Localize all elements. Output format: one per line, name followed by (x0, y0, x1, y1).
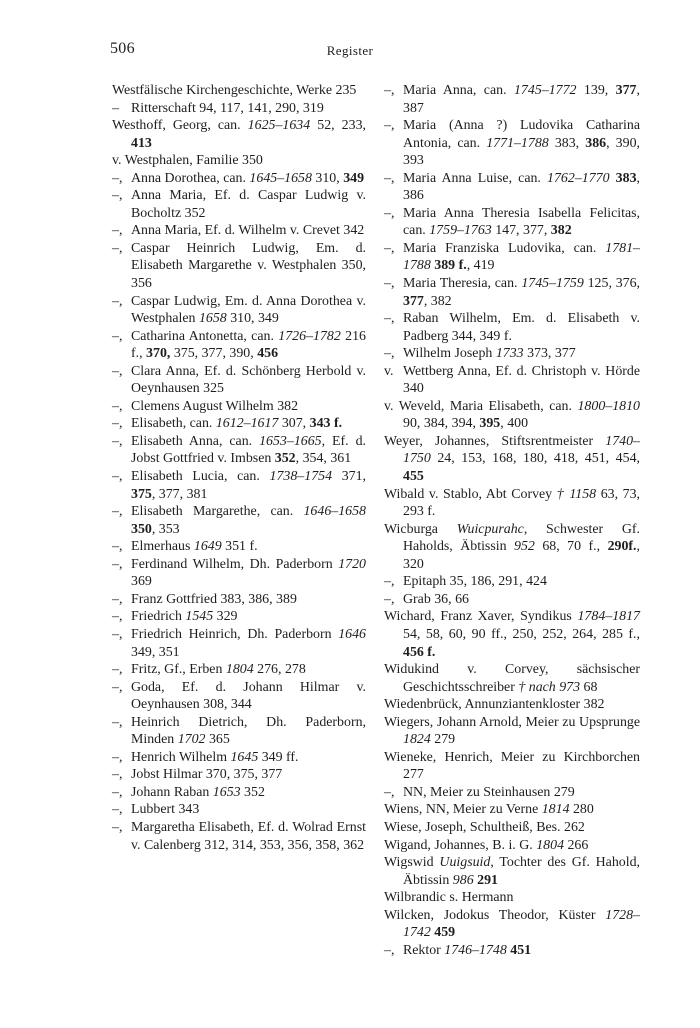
entry-continuation-mark: –, (384, 118, 395, 134)
italic-date-or-term: 1726–1782 (278, 328, 341, 344)
index-entry (112, 117, 366, 152)
entry-text: 383, (548, 135, 586, 151)
main-reference-page: 395 (479, 416, 501, 432)
entry-text: Epitaph 35, 186, 291, 424 (403, 574, 547, 590)
entry-text: 68 (580, 679, 598, 695)
entry-text: 307, (278, 416, 310, 432)
entry-continuation-mark: –, (112, 749, 123, 765)
entry-text: , Tochter des Gf. Hahold, Äbtissin (403, 855, 640, 888)
entry-text: Wiedenbrück, Annunziantenkloster 382 (384, 697, 605, 713)
italic-date-or-term: 1645–1658 (249, 170, 312, 186)
entry-text: Wilhelm Joseph (403, 346, 496, 362)
entry-text: 371, (332, 469, 366, 485)
index-entry (112, 187, 366, 222)
entry-continuation-mark: –, (112, 662, 123, 678)
italic-date-or-term: 1745–1759 (521, 276, 584, 292)
entry-text: 24, 153, 168, 180, 418, 451, 454, (430, 451, 640, 467)
main-reference-page: 352 (274, 451, 296, 467)
index-entry (384, 889, 640, 907)
index-entry (384, 784, 640, 802)
index-entry (384, 345, 640, 363)
entry-text: Clemens August Wilhelm 382 (131, 398, 299, 414)
index-entry (112, 468, 366, 503)
italic-date-or-term: 1645 (230, 749, 259, 765)
entry-continuation-mark: –, (384, 574, 395, 590)
entry-text: 329 (213, 609, 238, 625)
entry-text: Elisabeth Margarethe, can. (131, 504, 304, 520)
entry-text: 52, 233, (310, 118, 366, 134)
entry-text: Friedrich Heinrich, Dh. Paderborn (131, 626, 339, 642)
entry-text: Margaretha Elisabeth, Ef. d. Wolrad Ernst v. Calenberg 312, 314, 353, 356, 358, 362 (131, 819, 366, 853)
entry-text: 349 ff. (258, 749, 299, 765)
entry-text: 349, 351 (131, 644, 180, 660)
entry-text: NN, Meier zu Steinhausen 279 (403, 784, 575, 800)
index-entry (384, 801, 640, 819)
index-entry (384, 275, 640, 310)
entry-text: , Ef. d. Jobst Gottfried v. Imbsen (131, 433, 366, 467)
index-entry (384, 240, 640, 275)
entry-text: Wichard, Franz Xaver, Syndikus (384, 609, 578, 625)
entry-text: Franz Gottfried 383, 386, 389 (131, 591, 297, 607)
index-entry (384, 363, 640, 398)
italic-date-or-term: 1545 (185, 609, 214, 625)
entry-text: 279 (430, 732, 456, 748)
entry-continuation-mark: –, (112, 802, 123, 818)
entry-text: 310, 349 (226, 311, 279, 327)
entry-continuation-mark: –, (384, 942, 395, 958)
index-entry (384, 170, 640, 205)
entry-continuation-mark: –, (112, 714, 123, 730)
entry-text: Maria Theresia, can. (403, 276, 522, 292)
index-entry (112, 766, 366, 784)
index-entry (112, 152, 366, 170)
italic-date-or-term: 1804 (225, 662, 254, 678)
main-reference-page: 382 (550, 223, 572, 239)
entry-text: Wiese, Joseph, Schultheiß, Bes. 262 (384, 819, 585, 835)
entry-text: Lubbert 343 (131, 802, 200, 818)
entry-text: 310, (311, 170, 344, 186)
main-reference-page: 350 (131, 521, 152, 537)
main-reference-page: 290f. (607, 539, 637, 555)
index-entry (112, 82, 366, 100)
entry-text: Elisabeth, can. (131, 416, 216, 432)
main-reference-page: 386 (585, 135, 607, 151)
main-reference-page: 389 f. (434, 258, 467, 274)
index-entry (384, 591, 640, 609)
entry-continuation-mark: –, (112, 433, 123, 449)
entry-continuation-mark: –, (112, 328, 123, 344)
index-entry (112, 433, 366, 468)
entry-text: , 354, 361 (295, 451, 352, 467)
entry-continuation-mark: –, (112, 539, 123, 555)
main-reference-page: 383 (615, 170, 637, 186)
entry-continuation-mark: –, (384, 311, 395, 327)
italic-date-or-term: 1653–1665 (259, 433, 322, 449)
index-entry (384, 942, 640, 960)
italic-date-or-term: 1740–1750 (403, 433, 640, 467)
entry-text: , 377, 381 (151, 486, 208, 502)
entry-text: , Schwester Gf. Haholds, Äbtissin (403, 521, 641, 555)
italic-date-or-term: 952 (514, 539, 535, 555)
index-entry (112, 819, 366, 854)
index-entry (112, 100, 366, 118)
index-entry (112, 626, 366, 661)
italic-date-or-term: 1771–1788 (486, 135, 549, 151)
index-entry (384, 819, 640, 837)
entry-text: Westhoff, Georg, can. (112, 118, 248, 134)
italic-date-or-term: 1649 (193, 539, 222, 555)
entry-continuation-mark: –, (112, 469, 123, 485)
index-entry (384, 205, 640, 240)
italic-date-or-term: Wuicpurahc (456, 521, 524, 537)
main-reference-page: 413 (131, 135, 152, 151)
main-reference-page: 349 (343, 170, 365, 186)
italic-date-or-term: 1824 (403, 732, 431, 748)
entry-text: Maria Anna Luise, can. (403, 170, 548, 186)
index-entry (112, 591, 366, 609)
entry-continuation-mark: –, (112, 504, 123, 520)
entry-continuation-mark: – (112, 100, 119, 116)
index-entry (112, 415, 366, 433)
entry-text: Maria (Anna ?) Ludovika Catharina Antonia, can. (403, 118, 640, 151)
index-entry (112, 661, 366, 679)
entry-continuation-mark: –, (112, 679, 123, 695)
entry-text: Johann Raban (131, 784, 213, 800)
entry-text: Ritterschaft 94, 117, 141, 290, 319 (131, 100, 324, 116)
index-entry (384, 433, 640, 486)
index-entry (112, 801, 366, 819)
entry-text: Weyer, Johannes, Stiftsrentmeister (384, 433, 606, 449)
italic-date-or-term: 1784–1817 (577, 609, 640, 625)
entry-text: Maria Anna Theresia Isabella Felicitas, can. (403, 205, 640, 239)
entry-text: Maria Franziska Ludovika, can. (403, 240, 606, 256)
entry-text: 63, 73, 293 f. (403, 486, 641, 520)
index-entry (112, 293, 366, 328)
index-entry (384, 573, 640, 591)
italic-date-or-term: 1646 (338, 626, 366, 642)
italic-date-or-term: 1653 (212, 784, 241, 800)
main-reference-page: 456 f. (403, 644, 436, 660)
entry-continuation-mark: –, (112, 188, 123, 204)
main-reference-page: 370, (146, 346, 171, 362)
entry-text: Caspar Heinrich Ludwig, Em. d. Elisabeth Margarethe v. Westphalen 350, 356 (131, 240, 366, 292)
entry-text: Fritz, Gf., Erben (131, 662, 226, 678)
entry-text: , 419 (466, 258, 495, 274)
entry-text: Catharina Antonetta, can. (131, 328, 279, 344)
index-entry (112, 784, 366, 802)
entry-continuation-mark: –, (112, 398, 123, 414)
index-entry (384, 82, 640, 117)
entry-text: Wilcken, Jodokus Theodor, Küster (384, 907, 606, 923)
main-reference-page: 343 f. (309, 416, 343, 432)
italic-date-or-term: 1720 (338, 556, 366, 572)
entry-text: Friedrich (131, 609, 186, 625)
italic-date-or-term: 1738–1754 (269, 469, 333, 485)
entry-text: , 320 (403, 539, 641, 572)
italic-date-or-term: † 1158 (556, 486, 597, 502)
entry-text: Anna Maria, Ef. d. Caspar Ludwig v. Bocholtz 352 (131, 188, 366, 221)
entry-continuation-mark: –, (112, 767, 123, 783)
entry-text: 373, 377 (523, 346, 576, 362)
italic-date-or-term: 1625–1634 (247, 118, 311, 134)
entry-text: Rektor (403, 942, 445, 958)
italic-date-or-term: 1646–1658 (303, 504, 366, 520)
entry-text: 216 f., (131, 328, 366, 362)
entry-continuation-mark: –, (112, 223, 123, 239)
index-column-left (112, 82, 366, 854)
index-entry (384, 749, 640, 784)
entry-continuation-mark: v. (384, 363, 394, 379)
entry-text: Henrich Wilhelm (131, 749, 231, 765)
italic-date-or-term: 1800–1810 (577, 398, 640, 414)
index-entry (112, 714, 366, 749)
index-entry (112, 240, 366, 293)
entry-continuation-mark: –, (384, 83, 395, 98)
entry-continuation-mark: –, (112, 240, 123, 256)
entry-text: , 382 (423, 293, 452, 309)
entry-continuation-mark: –, (384, 591, 395, 607)
entry-continuation-mark: –, (384, 276, 395, 292)
index-entry (112, 363, 366, 398)
entry-text: 54, 58, 60, 90 ff., 250, 252, 264, 285 f., (403, 626, 640, 642)
italic-date-or-term: † nach 973 (518, 679, 581, 695)
entry-text: Elmerhaus (131, 539, 194, 555)
entry-continuation-mark: –, (112, 556, 123, 572)
entry-continuation-mark: –, (384, 240, 395, 256)
entry-continuation-mark: –, (112, 591, 123, 607)
entry-text: , 353 (151, 521, 180, 537)
entry-text: Grab 36, 66 (403, 591, 469, 607)
italic-date-or-term: 1746–1748 (444, 942, 507, 958)
index-entry (112, 679, 366, 714)
main-reference-page: 456 (257, 346, 279, 362)
italic-date-or-term: 1814 (541, 802, 570, 818)
entry-text: 280 (569, 802, 594, 818)
italic-date-or-term: 1781–1788 (403, 240, 640, 274)
index-entry (384, 521, 640, 574)
italic-date-or-term: 1728–1742 (403, 907, 640, 941)
entry-text: Clara Anna, Ef. d. Schönberg Herbold v. Oeynhausen 325 (131, 363, 366, 397)
entry-text: 365 (205, 732, 230, 748)
entry-text: Raban Wilhelm, Em. d. Elisabeth v. Padberg 344, 349 f. (403, 311, 640, 344)
entry-continuation-mark: –, (112, 416, 123, 432)
main-reference-page: 459 (434, 925, 456, 941)
entry-text: Ferdinand Wilhelm, Dh. Paderborn (131, 556, 339, 572)
entry-text: 351 f. (221, 539, 258, 555)
entry-text: Goda, Ef. d. Johann Hilmar v. Oeynhausen 308, 344 (131, 679, 366, 713)
entry-continuation-mark: –, (112, 626, 123, 642)
index-entry (384, 398, 640, 433)
entry-text: 139, (576, 83, 616, 98)
index-entry (112, 538, 366, 556)
entry-text: , 400 (500, 416, 529, 432)
italic-date-or-term: 1702 (177, 732, 206, 748)
entry-text: , 387 (403, 83, 640, 116)
index-entry (112, 556, 366, 591)
entry-continuation-mark: –, (384, 170, 395, 186)
entry-text: v. Weveld, Maria Elisabeth, can. (384, 398, 578, 414)
entry-text: v. Westphalen, Familie 350 (112, 153, 263, 169)
entry-text: Wigswid (384, 855, 440, 871)
index-entry (112, 170, 366, 188)
entry-text: Elisabeth Lucia, can. (131, 469, 270, 485)
main-reference-page: 455 (403, 469, 424, 485)
entry-text: Wieneke, Henrich, Meier zu Kirchborchen 277 (384, 749, 640, 783)
entry-text: Wettberg Anna, Ef. d. Christoph v. Hörde 340 (403, 363, 640, 397)
entry-continuation-mark: –, (112, 363, 123, 379)
entry-text: Wiegers, Johann Arnold, Meier zu Upsprunge (384, 714, 640, 730)
entry-text: Jobst Hilmar 370, 375, 377 (131, 767, 283, 783)
index-entry (384, 310, 640, 345)
index-entry (384, 608, 640, 661)
entry-continuation-mark: –, (112, 819, 123, 835)
entry-continuation-mark: –, (112, 293, 123, 309)
index-entry (112, 503, 366, 538)
entry-continuation-mark: –, (384, 784, 395, 800)
main-reference-page: 291 (477, 872, 498, 888)
index-entry (384, 486, 640, 521)
index-entry (112, 398, 366, 416)
entry-text: Maria Anna, can. (403, 83, 514, 98)
main-reference-page: 375 (131, 486, 152, 502)
entry-text: 90, 384, 394, (403, 416, 480, 432)
index-entry (384, 714, 640, 749)
italic-date-or-term: 986 (452, 872, 474, 888)
entry-text: Wibald v. Stablo, Abt Corvey (384, 486, 557, 502)
entry-text: 68, 70 f., (534, 539, 608, 555)
index-entry (112, 749, 366, 767)
entry-text: Widukind v. Corvey, sächsischer Geschichtsschreiber (384, 662, 640, 695)
entry-text: Anna Maria, Ef. d. Wilhelm v. Crevet 342 (131, 223, 365, 239)
index-column-right (384, 82, 640, 959)
entry-text: 147, 377, (491, 223, 551, 239)
entry-text: , 390, 393 (403, 135, 640, 169)
italic-date-or-term: 1759–1763 (429, 223, 492, 239)
entry-text: , 386 (403, 170, 640, 204)
entry-text: 276, 278 (253, 662, 306, 678)
entry-text: 266 (564, 837, 589, 853)
italic-date-or-term: 1612–1617 (215, 416, 279, 432)
entry-text: Caspar Ludwig, Em. d. Anna Dorothea v. Westphalen (131, 293, 366, 327)
index-entry (384, 661, 640, 696)
main-reference-page: 377 (403, 293, 424, 309)
entry-text: Wicburga (384, 521, 457, 537)
index-entry (384, 117, 640, 170)
entry-text: 352 (240, 784, 265, 800)
page-number: 506 (110, 40, 135, 57)
entry-continuation-mark: –, (112, 784, 123, 800)
entry-text: 375, 377, 390, (170, 346, 258, 362)
entry-continuation-mark: –, (112, 609, 123, 625)
entry-text: Wiens, NN, Meier zu Verne (384, 802, 542, 818)
italic-date-or-term: 1762–1770 (547, 170, 610, 186)
entry-text: Wigand, Johannes, B. i. G. (384, 837, 537, 853)
index-entry (384, 854, 640, 889)
entry-continuation-mark: –, (384, 346, 395, 362)
index-entry (384, 907, 640, 942)
entry-text: Heinrich Dietrich, Dh. Paderborn, Minden (131, 714, 366, 748)
italic-date-or-term: 1804 (536, 837, 565, 853)
entry-continuation-mark: –, (384, 205, 395, 221)
index-entry (112, 328, 366, 363)
entry-text: Westfälische Kirchengeschichte, Werke 235 (112, 83, 357, 98)
index-entry (112, 608, 366, 626)
index-entry (384, 696, 640, 714)
main-reference-page: 377 (615, 83, 637, 98)
entry-continuation-mark: –, (112, 170, 123, 186)
index-entry (384, 837, 640, 855)
main-reference-page: 451 (510, 942, 532, 958)
entry-text: Anna Dorothea, can. (131, 170, 250, 186)
italic-date-or-term: 1658 (198, 311, 227, 327)
italic-date-or-term: Uuigsuid (439, 855, 491, 871)
entry-text: Wilbrandic s. Hermann (384, 890, 514, 906)
italic-date-or-term: 1733 (495, 346, 524, 362)
running-head: Register (326, 43, 374, 58)
entry-text: 369 (131, 574, 152, 590)
entry-text: Elisabeth Anna, can. (131, 433, 260, 449)
italic-date-or-term: 1745–1772 (513, 83, 577, 98)
index-entry (112, 222, 366, 240)
entry-text: 125, 376, (583, 276, 641, 292)
